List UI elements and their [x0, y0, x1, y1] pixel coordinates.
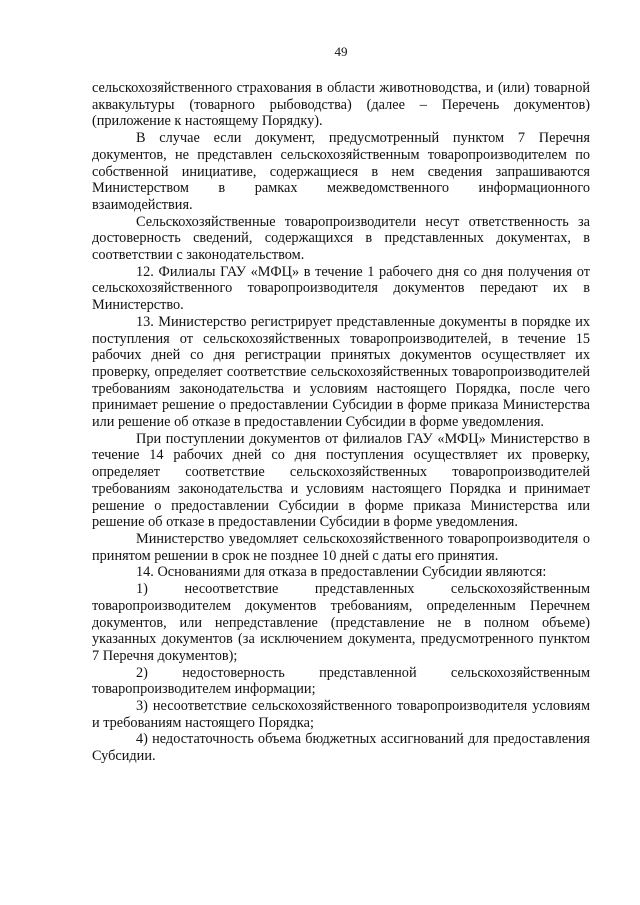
list-item: 1) несоответствие представленных сельскохозяйственным товаропроизводителем документов требованиям, определенным Перечнем документов, или непредставление (представление не в полном объеме) указанных документов (за исключением документа, предусмотренного пунктом 7 Перечня документов); [92, 581, 590, 664]
paragraph: Сельскохозяйственные товаропроизводители несут ответственность за достоверность сведений, содержащихся в представленных документах, в соответствии с законодательством. [92, 213, 590, 264]
list-item: 4) недостаточность объема бюджетных ассигнований для предоставления Субсидии. [92, 731, 590, 765]
paragraph: В случае если документ, предусмотренный пунктом 7 Перечня документов, не представлен сельскохозяйственным товаропроизводителем по собственной инициативе, содержащиеся в нем сведения запрашиваются Министерством в рамках межведомственного информационного взаимодействия. [92, 130, 590, 213]
paragraph: сельскохозяйственного страхования в области животноводства, и (или) товарной аквакультуры (товарного рыбоводства) (далее – Перечень документов) (приложение к настоящему Порядку). [92, 80, 590, 130]
list-item: 2) недостоверность представленной сельскохозяйственным товаропроизводителем информации; [92, 664, 590, 698]
paragraph: При поступлении документов от филиалов ГАУ «МФЦ» Министерство в течение 14 рабочих дней со дня поступления осуществляет их проверку, определяет соответствие сельскохозяйственных товаропроизводителей требованиям законодательства и условиям настоящего Порядка и принимает решение о предоставлении Субсидии в форме приказа Министерства или решение об отказе в предоставлении Субсидии в форме уведомления. [92, 430, 590, 531]
paragraph: Министерство уведомляет сельскохозяйственного товаропроизводителя о принятом решении в срок не позднее 10 дней с даты его принятия. [92, 530, 590, 564]
document-body [92, 80, 590, 765]
page-number: 49 [334, 44, 348, 59]
paragraph: 14. Основаниями для отказа в предоставлении Субсидии являются: [136, 564, 547, 581]
list-item: 3) несоответствие сельскохозяйственного товаропроизводителя условиям и требованиям настоящего Порядка; [92, 698, 590, 731]
paragraph: 12. Филиалы ГАУ «МФЦ» в течение 1 рабочего дня со дня получения от сельскохозяйственного товаропроизводителя документов передают их в Министерство. [92, 263, 590, 314]
paragraph: 13. Министерство регистрирует представленные документы в порядке их поступления от сельскохозяйственных товаропроизводителей, в течение 15 рабочих дней со дня регистрации принятых документов осуществляет их проверку, определяет соответствие сельскохозяйственных товаропроизводителей требованиям законодательства и условиям настоящего Порядка, после чего принимает решение о предоставлении Субсидии в форме приказа Министерства или решение об отказе в предоставлении Субсидии в форме уведомления. [92, 313, 590, 431]
